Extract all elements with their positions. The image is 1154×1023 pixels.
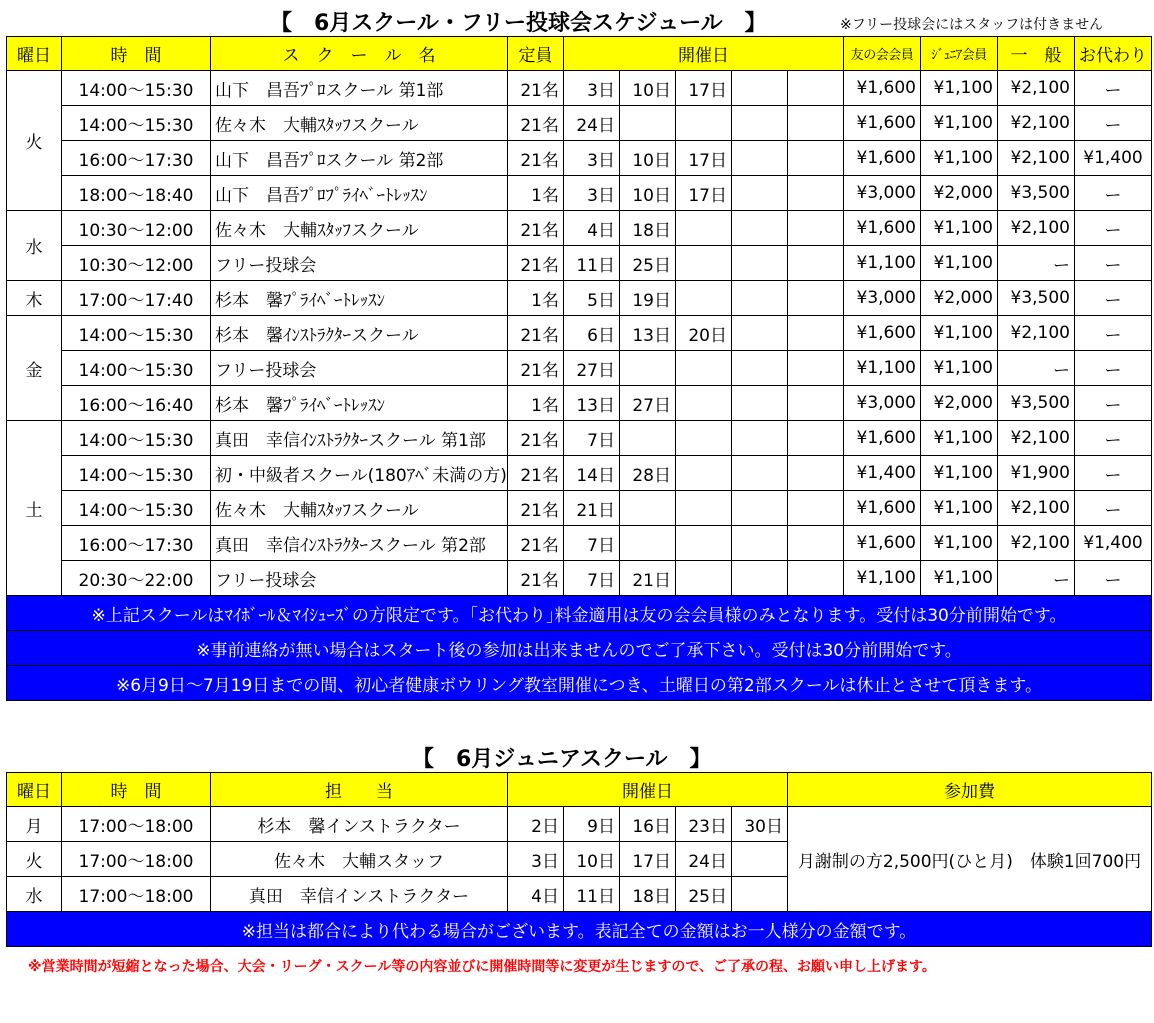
date-cell: 3日 — [564, 176, 620, 211]
empty-date-cell — [732, 106, 788, 141]
time-cell: 20:30～22:00 — [62, 561, 211, 596]
notice-2: ※事前連絡が無い場合はスタート後の参加は出来ませんのでご了承下さい。受付は30分前開始です。 — [7, 631, 1152, 666]
date-cell: 10日 — [620, 176, 676, 211]
friend-price-cell: ¥1,600 — [844, 211, 921, 246]
date-cell: 16日 — [620, 807, 676, 842]
refill-price-cell: ー — [1075, 211, 1152, 246]
header-general: 一 般 — [998, 37, 1075, 71]
header-refill: お代わり — [1075, 37, 1152, 71]
empty-date-cell — [788, 351, 844, 386]
school-schedule-table — [6, 36, 1152, 701]
date-cell — [676, 211, 732, 246]
friend-price-cell: ¥1,600 — [844, 316, 921, 351]
empty-date-cell — [732, 421, 788, 456]
date-cell — [620, 526, 676, 561]
empty-date-cell — [788, 246, 844, 281]
date-cell — [620, 351, 676, 386]
date-cell: 10日 — [620, 141, 676, 176]
date-cell: 24日 — [676, 842, 732, 877]
junior-header-teacher: 担 当 — [211, 773, 508, 807]
empty-date-cell — [732, 176, 788, 211]
table-row — [7, 421, 1152, 456]
empty-date-cell — [788, 106, 844, 141]
date-cell: 21日 — [620, 561, 676, 596]
empty-date-cell — [788, 386, 844, 421]
junior-schedule-table — [6, 772, 1152, 947]
table-row — [7, 176, 1152, 211]
school-name-cell: 山下 昌吾ﾌﾟﾛﾌﾟﾗｲﾍﾞｰﾄﾚｯｽﾝ — [211, 176, 508, 211]
header-junior-member: ｼﾞｭﾆｱ会員 — [921, 37, 998, 71]
time-cell: 17:00～18:00 — [62, 807, 211, 842]
general-price-cell: ¥3,500 — [998, 176, 1075, 211]
time-cell: 14:00～15:30 — [62, 491, 211, 526]
junior-header-time: 時 間 — [62, 773, 211, 807]
notice-row — [7, 912, 1152, 947]
junior-price-cell: ¥1,100 — [921, 211, 998, 246]
time-cell: 14:00～15:30 — [62, 456, 211, 491]
table-row — [7, 71, 1152, 106]
friend-price-cell: ¥1,600 — [844, 526, 921, 561]
friend-price-cell: ¥1,600 — [844, 71, 921, 106]
empty-date-cell — [788, 456, 844, 491]
date-cell — [676, 281, 732, 316]
free-session-note: ※フリー投球会にはスタッフは付きません — [840, 17, 1104, 33]
general-price-cell: ¥2,100 — [998, 106, 1075, 141]
general-price-cell: ¥2,100 — [998, 71, 1075, 106]
table-row — [7, 211, 1152, 246]
school-name-cell: フリー投球会 — [211, 351, 508, 386]
empty-date-cell — [732, 71, 788, 106]
junior-notice: ※担当は都合により代わる場合がございます。表記全ての金額はお一人様分の金額です。 — [7, 912, 1152, 947]
capacity-cell: 21名 — [508, 71, 564, 106]
date-cell: 24日 — [564, 106, 620, 141]
refill-price-cell: ー — [1075, 456, 1152, 491]
date-cell: 23日 — [676, 807, 732, 842]
general-price-cell: ¥3,500 — [998, 281, 1075, 316]
time-cell: 10:30～12:00 — [62, 246, 211, 281]
school-name-cell: 初・中級者スクール(180ｱﾍﾞ未満の方) — [211, 456, 508, 491]
empty-date-cell — [788, 526, 844, 561]
general-price-cell: ー — [998, 351, 1075, 386]
main-title: 【 6月スクール・フリー投球会スケジュール 】 — [270, 11, 767, 36]
header-school-name: ス ク ー ル 名 — [211, 37, 508, 71]
school-name-cell: フリー投球会 — [211, 246, 508, 281]
time-cell: 17:00～18:00 — [62, 877, 211, 912]
capacity-cell: 21名 — [508, 141, 564, 176]
refill-price-cell: ¥1,400 — [1075, 141, 1152, 176]
junior-price-cell: ¥1,100 — [921, 421, 998, 456]
header-dates: 開催日 — [564, 37, 844, 71]
friend-price-cell: ¥1,100 — [844, 351, 921, 386]
date-cell: 25日 — [620, 246, 676, 281]
capacity-cell: 21名 — [508, 246, 564, 281]
date-cell — [676, 246, 732, 281]
date-cell: 28日 — [620, 456, 676, 491]
notice-3: ※6月9日～7月19日までの間、初心者健康ボウリング教室開催につき、土曜日の第2部スクールは休止とさせて頂きます。 — [7, 666, 1152, 701]
general-price-cell: ¥2,100 — [998, 421, 1075, 456]
refill-price-cell: ー — [1075, 421, 1152, 456]
junior-header-day: 曜日 — [7, 773, 62, 807]
date-cell: 21日 — [564, 491, 620, 526]
date-cell: 13日 — [564, 386, 620, 421]
empty-date-cell — [732, 491, 788, 526]
table-row — [7, 456, 1152, 491]
refill-price-cell: ー — [1075, 316, 1152, 351]
date-cell — [676, 351, 732, 386]
date-cell: 19日 — [620, 281, 676, 316]
junior-header-dates: 開催日 — [508, 773, 788, 807]
school-name-cell: 杉本 馨ｲﾝｽﾄﾗｸﾀｰスクール — [211, 316, 508, 351]
time-cell: 14:00～15:30 — [62, 106, 211, 141]
school-name-cell: フリー投球会 — [211, 561, 508, 596]
empty-date-cell — [788, 316, 844, 351]
empty-date-cell — [732, 351, 788, 386]
friend-price-cell: ¥1,600 — [844, 491, 921, 526]
empty-date-cell — [732, 141, 788, 176]
date-cell — [676, 386, 732, 421]
general-price-cell: ¥3,500 — [998, 386, 1075, 421]
date-cell: 10日 — [564, 842, 620, 877]
notice-row — [7, 596, 1152, 631]
empty-date-cell — [788, 211, 844, 246]
time-cell: 17:00～18:00 — [62, 842, 211, 877]
date-cell — [732, 877, 788, 912]
business-hours-notice: ※営業時間が短縮となった場合、大会・リーグ・スクール等の内容並びに開催時間等に変更が生じますので、ご了承の程、お願い申し上げます。 — [28, 959, 936, 975]
day-cell: 火 — [7, 71, 62, 211]
school-name-cell: 山下 昌吾ﾌﾟﾛスクール 第1部 — [211, 71, 508, 106]
day-cell: 水 — [7, 877, 62, 912]
fee-cell: 月謝制の方2,500円(ひと月) 体験1回700円 — [788, 807, 1152, 912]
capacity-cell: 1名 — [508, 386, 564, 421]
time-cell: 16:00～16:40 — [62, 386, 211, 421]
refill-price-cell: ー — [1075, 71, 1152, 106]
refill-price-cell: ー — [1075, 281, 1152, 316]
junior-price-cell: ¥2,000 — [921, 386, 998, 421]
refill-price-cell: ー — [1075, 561, 1152, 596]
date-cell: 7日 — [564, 421, 620, 456]
school-name-cell: 佐々木 大輔ｽﾀｯﾌスクール — [211, 106, 508, 141]
notice-row — [7, 631, 1152, 666]
general-price-cell: ¥2,100 — [998, 526, 1075, 561]
capacity-cell: 21名 — [508, 106, 564, 141]
junior-header-row — [7, 773, 1152, 807]
general-price-cell: ー — [998, 246, 1075, 281]
date-cell: 9日 — [564, 807, 620, 842]
notice-row — [7, 666, 1152, 701]
date-cell: 4日 — [508, 877, 564, 912]
time-cell: 14:00～15:30 — [62, 316, 211, 351]
school-name-cell: 杉本 馨ﾌﾟﾗｲﾍﾞｰﾄﾚｯｽﾝ — [211, 386, 508, 421]
date-cell: 17日 — [620, 842, 676, 877]
date-cell: 7日 — [564, 561, 620, 596]
table-row — [7, 316, 1152, 351]
empty-date-cell — [732, 456, 788, 491]
refill-price-cell: ー — [1075, 386, 1152, 421]
time-cell: 10:30～12:00 — [62, 211, 211, 246]
refill-price-cell: ー — [1075, 246, 1152, 281]
table-row — [7, 351, 1152, 386]
date-cell — [676, 421, 732, 456]
friend-price-cell: ¥1,600 — [844, 421, 921, 456]
junior-price-cell: ¥1,100 — [921, 316, 998, 351]
date-cell: 18日 — [620, 877, 676, 912]
schedule-body — [7, 71, 1152, 701]
date-cell: 3日 — [564, 141, 620, 176]
junior-price-cell: ¥1,100 — [921, 141, 998, 176]
table-row — [7, 386, 1152, 421]
date-cell — [620, 421, 676, 456]
friend-price-cell: ¥1,600 — [844, 106, 921, 141]
date-cell — [732, 842, 788, 877]
capacity-cell: 21名 — [508, 526, 564, 561]
junior-title: 【 6月ジュニアスクール 】 — [412, 747, 712, 772]
junior-price-cell: ¥1,100 — [921, 526, 998, 561]
date-cell: 27日 — [620, 386, 676, 421]
capacity-cell: 1名 — [508, 176, 564, 211]
junior-price-cell: ¥1,100 — [921, 491, 998, 526]
empty-date-cell — [732, 246, 788, 281]
empty-date-cell — [732, 386, 788, 421]
capacity-cell: 21名 — [508, 351, 564, 386]
day-cell: 月 — [7, 807, 62, 842]
capacity-cell: 21名 — [508, 211, 564, 246]
friend-price-cell: ¥1,600 — [844, 141, 921, 176]
date-cell: 5日 — [564, 281, 620, 316]
date-cell: 4日 — [564, 211, 620, 246]
date-cell — [676, 561, 732, 596]
friend-price-cell: ¥1,100 — [844, 246, 921, 281]
date-cell — [676, 456, 732, 491]
day-cell: 木 — [7, 281, 62, 316]
date-cell: 3日 — [508, 842, 564, 877]
junior-price-cell: ¥1,100 — [921, 246, 998, 281]
general-price-cell: ー — [998, 561, 1075, 596]
empty-date-cell — [788, 176, 844, 211]
table-row — [7, 246, 1152, 281]
friend-price-cell: ¥1,100 — [844, 561, 921, 596]
day-cell: 水 — [7, 211, 62, 281]
date-cell: 3日 — [564, 71, 620, 106]
time-cell: 18:00～18:40 — [62, 176, 211, 211]
teacher-cell: 佐々木 大輔スタッフ — [211, 842, 508, 877]
date-cell: 11日 — [564, 877, 620, 912]
empty-date-cell — [788, 281, 844, 316]
junior-price-cell: ¥1,100 — [921, 561, 998, 596]
empty-date-cell — [732, 281, 788, 316]
table-row — [7, 281, 1152, 316]
junior-body — [7, 807, 1152, 947]
date-cell: 27日 — [564, 351, 620, 386]
time-cell: 16:00～17:30 — [62, 526, 211, 561]
table-row — [7, 807, 1152, 842]
empty-date-cell — [732, 211, 788, 246]
school-name-cell: 佐々木 大輔ｽﾀｯﾌスクール — [211, 491, 508, 526]
friend-price-cell: ¥1,400 — [844, 456, 921, 491]
date-cell: 2日 — [508, 807, 564, 842]
date-cell — [676, 491, 732, 526]
junior-price-cell: ¥1,100 — [921, 71, 998, 106]
teacher-cell: 杉本 馨インストラクター — [211, 807, 508, 842]
time-cell: 14:00～15:30 — [62, 71, 211, 106]
junior-price-cell: ¥1,100 — [921, 106, 998, 141]
date-cell: 17日 — [676, 176, 732, 211]
junior-price-cell: ¥1,100 — [921, 351, 998, 386]
date-cell — [620, 106, 676, 141]
date-cell: 25日 — [676, 877, 732, 912]
time-cell: 14:00～15:30 — [62, 351, 211, 386]
empty-date-cell — [788, 491, 844, 526]
school-name-cell: 山下 昌吾ﾌﾟﾛスクール 第2部 — [211, 141, 508, 176]
general-price-cell: ¥1,900 — [998, 456, 1075, 491]
date-cell — [620, 491, 676, 526]
refill-price-cell: ー — [1075, 491, 1152, 526]
date-cell: 17日 — [676, 141, 732, 176]
empty-date-cell — [732, 316, 788, 351]
school-name-cell: 杉本 馨ﾌﾟﾗｲﾍﾞｰﾄﾚｯｽﾝ — [211, 281, 508, 316]
empty-date-cell — [732, 561, 788, 596]
teacher-cell: 真田 幸信インストラクター — [211, 877, 508, 912]
school-name-cell: 真田 幸信ｲﾝｽﾄﾗｸﾀｰスクール 第1部 — [211, 421, 508, 456]
general-price-cell: ¥2,100 — [998, 211, 1075, 246]
capacity-cell: 1名 — [508, 281, 564, 316]
capacity-cell: 21名 — [508, 421, 564, 456]
date-cell: 11日 — [564, 246, 620, 281]
school-name-cell: 佐々木 大輔ｽﾀｯﾌスクール — [211, 211, 508, 246]
day-cell: 火 — [7, 842, 62, 877]
table-row — [7, 491, 1152, 526]
date-cell: 6日 — [564, 316, 620, 351]
header-day: 曜日 — [7, 37, 62, 71]
table-row — [7, 141, 1152, 176]
general-price-cell: ¥2,100 — [998, 491, 1075, 526]
date-cell: 14日 — [564, 456, 620, 491]
friend-price-cell: ¥3,000 — [844, 176, 921, 211]
time-cell: 16:00～17:30 — [62, 141, 211, 176]
capacity-cell: 21名 — [508, 316, 564, 351]
empty-date-cell — [788, 141, 844, 176]
capacity-cell: 21名 — [508, 561, 564, 596]
junior-header-fee: 参加費 — [788, 773, 1152, 807]
table-row — [7, 526, 1152, 561]
junior-price-cell: ¥1,100 — [921, 456, 998, 491]
time-cell: 17:00～17:40 — [62, 281, 211, 316]
time-cell: 14:00～15:30 — [62, 421, 211, 456]
refill-price-cell: ー — [1075, 106, 1152, 141]
table-row — [7, 106, 1152, 141]
refill-price-cell: ¥1,400 — [1075, 526, 1152, 561]
date-cell — [676, 106, 732, 141]
header-friend-member: 友の会会員 — [844, 37, 921, 71]
date-cell: 13日 — [620, 316, 676, 351]
junior-price-cell: ¥2,000 — [921, 176, 998, 211]
refill-price-cell: ー — [1075, 176, 1152, 211]
date-cell: 18日 — [620, 211, 676, 246]
empty-date-cell — [788, 561, 844, 596]
day-cell: 金 — [7, 316, 62, 421]
date-cell: 7日 — [564, 526, 620, 561]
table-row — [7, 561, 1152, 596]
school-name-cell: 真田 幸信ｲﾝｽﾄﾗｸﾀｰスクール 第2部 — [211, 526, 508, 561]
general-price-cell: ¥2,100 — [998, 316, 1075, 351]
date-cell: 17日 — [676, 71, 732, 106]
empty-date-cell — [788, 421, 844, 456]
date-cell: 10日 — [620, 71, 676, 106]
day-cell: 土 — [7, 421, 62, 596]
date-cell: 20日 — [676, 316, 732, 351]
notice-1: ※上記スクールはﾏｲﾎﾞｰﾙ＆ﾏｲｼｭｰｽﾞの方限定です。｢お代わり｣料金適用は友の会会員様のみとなります。受付は30分前開始です。 — [7, 596, 1152, 631]
date-cell — [676, 526, 732, 561]
header-time: 時 間 — [62, 37, 211, 71]
table-header-row — [7, 37, 1152, 71]
refill-price-cell: ー — [1075, 351, 1152, 386]
date-cell: 30日 — [732, 807, 788, 842]
capacity-cell: 21名 — [508, 456, 564, 491]
general-price-cell: ¥2,100 — [998, 141, 1075, 176]
friend-price-cell: ¥3,000 — [844, 281, 921, 316]
header-capacity: 定員 — [508, 37, 564, 71]
friend-price-cell: ¥3,000 — [844, 386, 921, 421]
capacity-cell: 21名 — [508, 491, 564, 526]
junior-price-cell: ¥2,000 — [921, 281, 998, 316]
empty-date-cell — [732, 526, 788, 561]
empty-date-cell — [788, 71, 844, 106]
